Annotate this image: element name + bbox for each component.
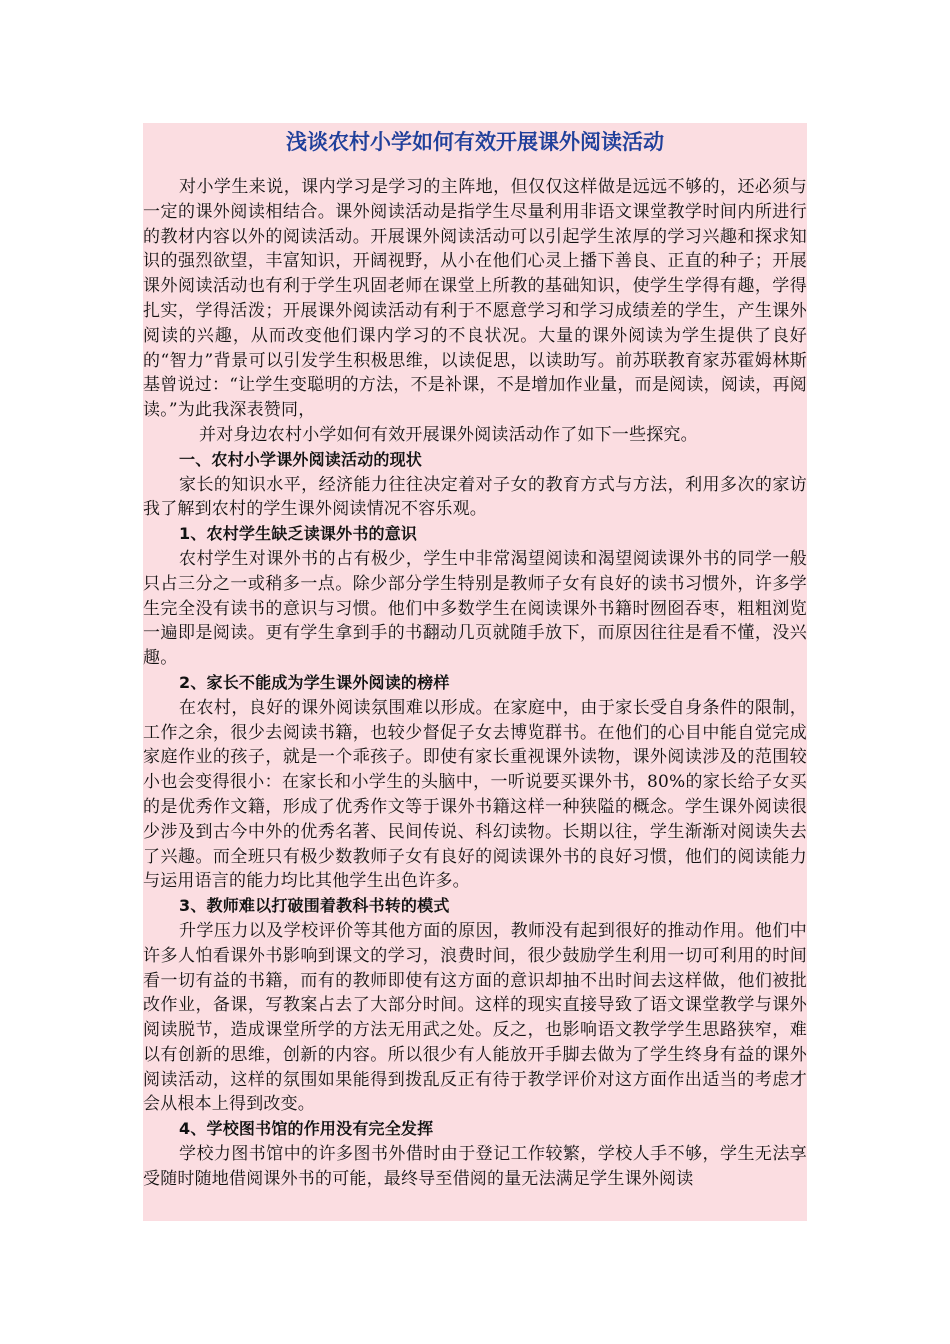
- subsection-heading-3: 3、教师难以打破围着教科书转的模式: [179, 896, 450, 916]
- section-paragraph-1: 家长的知识水平，经济能力往往决定着对子女的教育方式与方法，利用多次的家访我了解到农村的学生课外阅读情况不容乐观。: [143, 474, 807, 520]
- subsection-paragraph-2: 在农村，良好的课外阅读氛围难以形成。在家庭中，由于家长受自身条件的限制，工作之余，很少去阅读书籍，也较少督促子女去博览群书。在他们的心目中能自觉完成家庭作业的孩子，就是一个乖孩子。即使有家长重视课外读物，课外阅读涉及的范围较小也会变得很小：在家长和小学生的头脑中，一听说要买课外书，80%的家长给子女买的是优秀作文籍，形成了优秀作文等于课外书籍这样一种狭隘的概念。学生课外阅读很少涉及到古今中外的优秀名著、民间传说、科幻读物。长期以往，学生渐渐对阅读失去了兴趣。而全班只有极少数教师子女有良好的阅读课外书的良好习惯，他们的阅读能力与运用语言的能力均比其他学生出色许多。: [143, 697, 807, 892]
- subsection-paragraph-4: 学校力图书馆中的许多图书外借时由于登记工作较繁，学校人手不够，学生无法享受随时随地借阅课外书的可能，最终导至借阅的量无法满足学生课外阅读: [143, 1144, 807, 1189]
- document-body: [143, 175, 807, 1192]
- spacer: [143, 161, 807, 175]
- subsection-paragraph-1: 农村学生对课外书的占有极少，学生中非常渴望阅读和渴望阅读课外书的同学一般只占三分之一或稍多一点。除少部分学生特别是教师子女有良好的读书习惯外，许多学生完全没有读书的意识与习惯。他们中多数学生在阅读课外书籍时囫囵吞枣，粗粗浏览一遍即是阅读。更有学生拿到手的书翻动几页就随手放下，而原因往往是看不懂，没兴趣。: [143, 548, 807, 669]
- subsection-heading-1: 1、农村学生缺乏读课外书的意识: [179, 524, 418, 544]
- intro-paragraph: 对小学生来说，课内学习是学习的主阵地，但仅仅这样做是远远不够的，还必须与一定的课外阅读相结合。课外阅读活动是指学生尽量利用非语文课堂教学时间内所进行的教材内容以外的阅读活动。开展课外阅读活动可以引起学生浓厚的学习兴趣和探求知识的强烈欲望，丰富知识，开阔视野，从小在他们心灵上播下善良、正直的种子；开展课外阅读活动也有利于学生巩固老师在课堂上所教的基础知识，使学生学得有趣，学得扎实，学得活泼；开展课外阅读活动有利于不愿意学习和学习成绩差的学生，产生课外阅读的兴趣，从而改变他们课内学习的不良状况。大量的课外阅读为学生提供了良好的“智力”背景可以引发学生积极思维，以读促思，以读助写。前苏联教育家苏霍姆林斯基曾说过：“让学生变聪明的方法，不是补课，不是增加作业量，而是阅读，阅读，再阅读。”为此我深表赞同，: [143, 177, 807, 421]
- subsection-heading-2: 2、家长不能成为学生课外阅读的榜样: [179, 672, 450, 692]
- subsection-paragraph-3: 升学压力以及学校评价等其他方面的原因，教师没有起到很好的推动作用。他们中许多人怕看课外书影响到课文的学习，浪费时间，很少鼓励学生利用一切可利用的时间看一切有益的书籍，而有的教师即使有这方面的意识却抽不出时间去这样做，他们被批改作业，备课，写教案占去了大部分时间。这样的现实直接导致了语文课堂教学与课外阅读脱节，造成课堂所学的方法无用武之处。反之，也影响语文教学学生思路狭窄，难以有创新的思维，创新的内容。所以很少有人能放开手脚去做为了学生终身有益的课外阅读活动，这样的氛围如果能得到拨乱反正有待于教学评价对这方面作出适当的考虑才会从根本上得到改变。: [143, 920, 807, 1115]
- subsection-heading-4: 4、学校图书馆的作用没有完全发挥: [179, 1119, 434, 1139]
- document-title: 浅谈农村小学如何有效开展课外阅读活动: [286, 130, 664, 154]
- intro-continuation: 并对身边农村小学如何有效开展课外阅读活动作了如下一些探究。: [199, 424, 698, 445]
- document-page: [143, 123, 807, 1221]
- section-heading-1: 一、农村小学课外阅读活动的现状: [179, 449, 423, 469]
